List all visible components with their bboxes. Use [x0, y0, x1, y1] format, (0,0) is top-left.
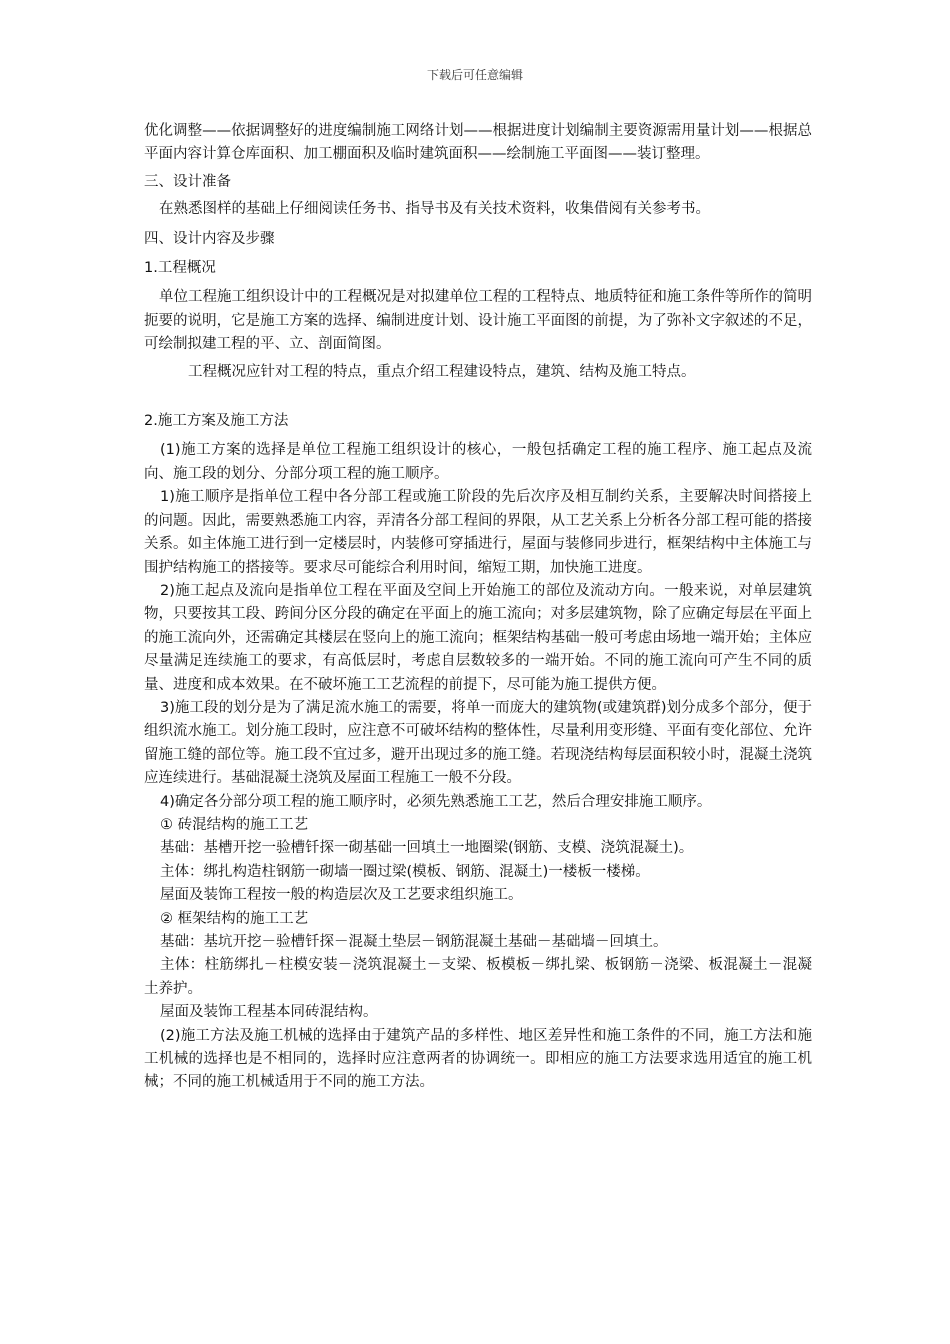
paragraph-frame-foundation: 基础：基坑开挖－验槽钎探－混凝土垫层－钢筋混凝土基础－基础墙－回填土。 — [160, 934, 668, 950]
paragraph-sequence: 1)施工顺序是指单位工程中各分部工程或施工阶段的先后次序及相互制约关系，主要解决时间搭接上的问题。因此，需要熟悉施工内容，弄清各分部工程间的界限，从工艺关系上分析各分部工程可能的搭接关系。如主体施工进行到一定楼层时，内装修可穿插进行，屋面与装修同步进行，框架结构中主体施工与围护结构施工的搭接等。要求尽可能综合利用时间，缩短工期，加快施工进度。 — [144, 489, 812, 576]
paragraph-flow: 2)施工起点及流向是指单位工程在平面及空间上开始施工的部位及流动方向。一般来说，对单层建筑物，只要按其工段、跨间分区分段的确定在平面上的施工流向；对多层建筑物，除了应确定每层在平面上的施工流向外，还需确定其楼层在竖向上的施工流向；框架结构基础一般可考虑由场地一端开始；主体应尽量满足连续施工的要求，有高低层时，考虑自层数较多的一端开始。不同的施工流向可产生不同的质量、进度和成本效果。在不破坏施工工艺流程的前提下，尽可能为施工提供方便。 — [144, 582, 812, 693]
page-header: 下载后可任意编辑 — [426, 68, 523, 82]
paragraph-frame-main: 主体：柱筋绑扎－柱模安装－浇筑混凝土－支梁、板模板－绑扎梁、板钢筋－浇梁、板混凝土－混凝土养护。 — [144, 957, 812, 997]
subsection-heading-1: 1.工程概况 — [144, 260, 216, 277]
paragraph-brick-heading: ① 砖混结构的施工工艺 — [160, 816, 309, 833]
paragraph-brick-roof: 屋面及装饰工程按一般的构造层次及工艺要求组织施工。 — [160, 887, 523, 904]
section-heading-4: 四、设计内容及步骤 — [144, 230, 275, 247]
section-heading-3: 三、设计准备 — [144, 173, 231, 190]
paragraph-methods: (2)施工方法及施工机械的选择由于建筑产品的多样性、地区差异性和施工条件的不同，施工方法和施工机械的选择也是不相同的，选择时应注意两者的协调统一。即相应的施工方法要求选用适宜的施工机械；不同的施工机械适用于不同的施工方法。 — [144, 1027, 812, 1091]
paragraph-order: 4)确定各分部分项工程的施工顺序时，必须先熟悉施工工艺，然后合理安排施工顺序。 — [160, 793, 712, 810]
paragraph-intro: 优化调整——依据调整好的进度编制施工网络计划——根据进度计划编制主要资源需用量计划——根据总平面内容计算仓库面积、加工棚面积及临时建筑面积——绘制施工平面图——装订整理。 — [144, 123, 812, 163]
paragraph-frame-roof: 屋面及装饰工程基本同砖混结构。 — [160, 1004, 378, 1021]
paragraph-frame-heading: ② 框架结构的施工工艺 — [160, 910, 309, 927]
document-body — [144, 120, 812, 1095]
paragraph-brick-main: 主体：绑扎构造柱钢筋一砌墙一圈过梁(模板、钢筋、混凝土)一楼板一楼梯。 — [160, 863, 650, 880]
paragraph-overview: 单位工程施工组织设计中的工程概况是对拟建单位工程的工程特点、地质特征和施工条件等所作的简明扼要的说明，它是施工方案的选择、编制进度计划、设计施工平面图的前提，为了弥补文字叙述的不足，可绘制拟建工程的平、立、剖面简图。 — [144, 289, 812, 353]
paragraph-brick-foundation: 基础：基槽开挖一验槽钎探一砌基础一回填土一地圈梁(钢筋、支模、浇筑混凝土)。 — [160, 840, 694, 857]
paragraph-overview-focus: 工程概况应针对工程的特点，重点介绍工程建设特点，建筑、结构及施工特点。 — [188, 363, 696, 380]
paragraph-design-prep: 在熟悉图样的基础上仔细阅读任务书、指导书及有关技术资料，收集借阅有关参考书。 — [159, 201, 710, 218]
subsection-heading-2: 2.施工方案及施工方法 — [144, 413, 289, 430]
paragraph-plan-selection: (1)施工方案的选择是单位工程施工组织设计的核心，一般包括确定工程的施工程序、施工起点及流向、施工段的划分、分部分项工程的施工顺序。 — [144, 442, 812, 482]
paragraph-segments: 3)施工段的划分是为了满足流水施工的需要，将单一而庞大的建筑物(或建筑群)划分成多个部分，便于组织流水施工。划分施工段时，应注意不可破坏结构的整体性，尽量利用变形缝、平面有变化部位、允许留施工缝的部位等。施工段不宜过多，避开出现过多的施工缝。若现浇结构每层面积较小时，混凝土浇筑应连续进行。基础混凝土浇筑及屋面工程施工一般不分段。 — [144, 699, 812, 787]
